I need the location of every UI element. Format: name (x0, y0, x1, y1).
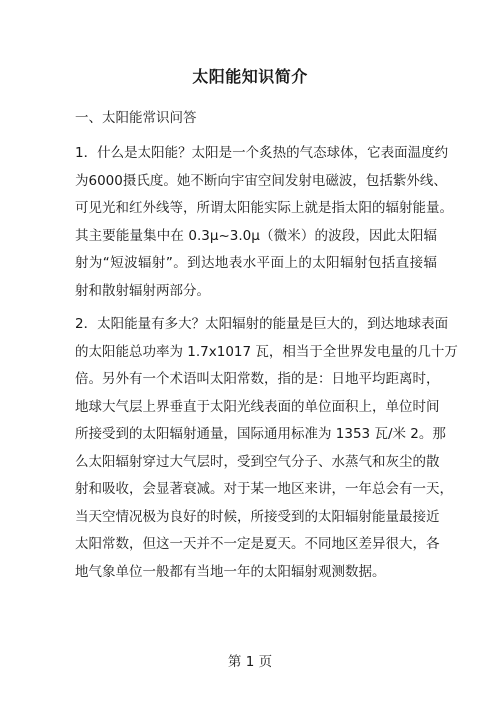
paragraph-line: 为6000摄氏度。她不断向宇宙空间发射电磁波，包括紫外线、 (75, 172, 447, 189)
paragraph-line: 的太阳能总功率为 1.7x1017 瓦，相当于全世界发电量的几十万 (75, 343, 458, 360)
paragraph-line: 射和散射辐射两部分。 (75, 282, 210, 299)
paragraph-how-large-is-solar-energy (75, 311, 458, 586)
paragraph-line: 倍。另外有一个术语叫太阳常数，指的是：日地平均距离时， (75, 371, 440, 387)
paragraph-line: 其主要能量集中在 0.3μ~3.0μ（微米）的波段，因此太阳辐 (75, 227, 437, 244)
paragraph-line: 当天空情况极为良好的时候，所接受到的太阳辐射能量最接近 (75, 508, 440, 525)
paragraph-line: 所接受到的太阳辐射通量，国际通用标准为 1353 瓦/米 2。那 (75, 426, 446, 442)
document-title: 太阳能知识简介 (192, 67, 308, 86)
paragraph-line: 射和吸收，会显著衰减。对于某一地区来讲，一年总会有一天， (75, 481, 453, 497)
paragraph-line: 可见光和红外线等，所谓太阳能实际上就是指太阳的辐射能量。 (75, 200, 453, 216)
paragraph-line: 么太阳辐射穿过大气层时，受到空气分子、水蒸气和灰尘的散 (75, 453, 440, 470)
paragraph-what-is-solar-energy (75, 140, 453, 305)
section-heading: 一、太阳能常识问答 (75, 110, 197, 126)
paragraph-line: 地球大气层上界垂直于太阳光线表面的单位面积上，单位时间 (75, 398, 440, 415)
paragraph-line: 太阳常数，但这一天并不一定是夏天。不同地区差异很大，各 (75, 536, 440, 552)
paragraph-line: 1．什么是太阳能？太阳是一个炙热的气态球体，它表面温度约 (75, 145, 449, 161)
paragraph-line: 射为“短波辐射”。到达地表水平面上的太阳辐射包括直接辐 (75, 255, 437, 271)
paragraph-line: 地气象单位一般都有当地一年的太阳辐射观测数据。 (75, 563, 386, 580)
paragraph-line: 2．太阳能量有多大？太阳辐射的能量是巨大的，到达地球表面 (75, 316, 449, 332)
page-number: 第 1 页 (227, 654, 273, 670)
